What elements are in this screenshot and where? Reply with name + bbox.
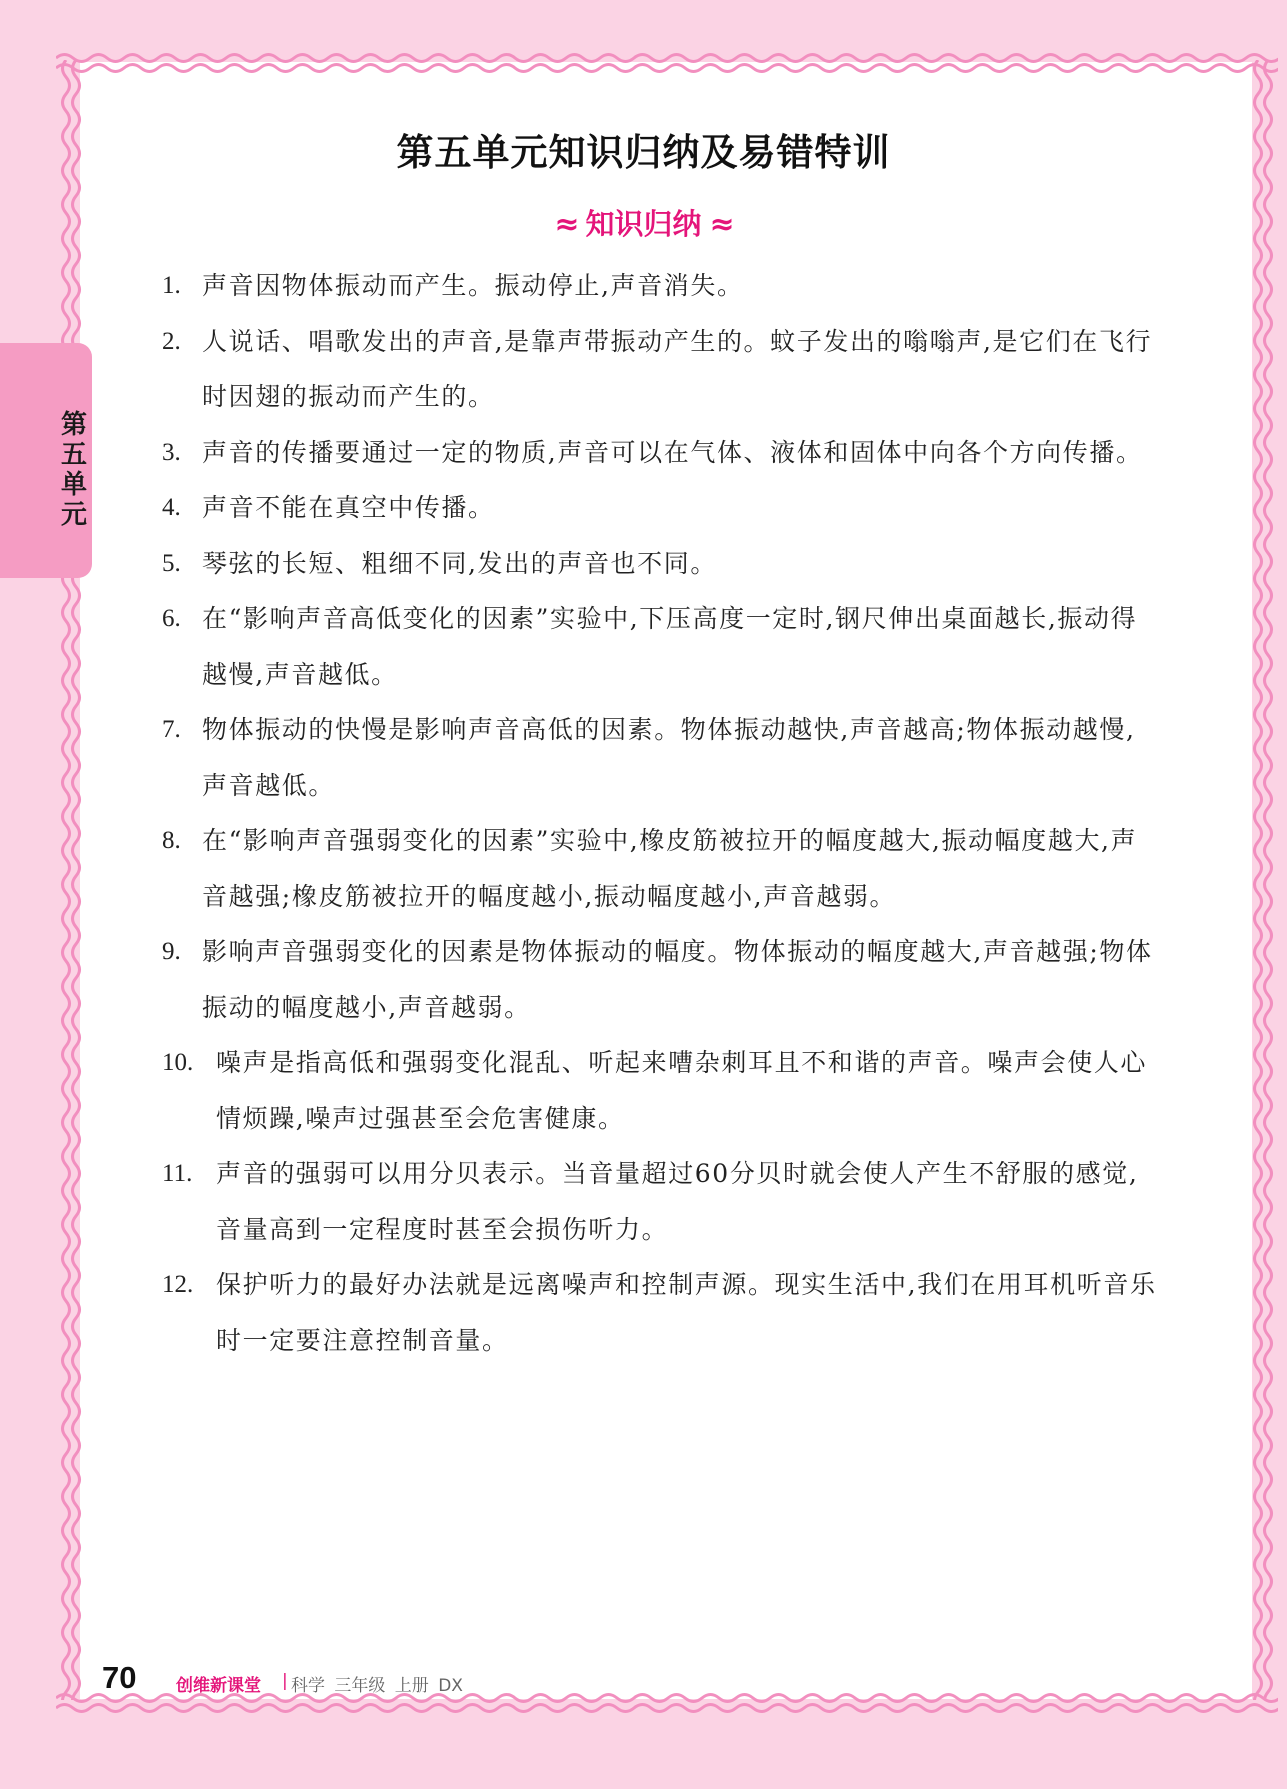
item-number: 12.	[162, 1271, 194, 1298]
item-number: 3.	[162, 438, 181, 466]
unit-side-tab-label: 第五单元	[60, 410, 87, 530]
item-text: 噪声是指高低和强弱变化混乱、听起来嘈杂刺耳且不和谐的声音。噪声会使人心情烦躁,噪声过强甚至会危害健康。	[216, 1048, 1148, 1133]
item-text: 保护听力的最好办法就是远离噪声和控制声源。现实生活中,我们在用耳机听音乐时一定要注意控制音量。	[216, 1270, 1157, 1355]
item-number: 5.	[162, 549, 181, 577]
list-item	[162, 591, 1162, 702]
item-text: 声音的强弱可以用分贝表示。当音量超过60分贝时就会使人产生不舒服的感觉,音量高到一定程度时甚至会损伤听力。	[216, 1159, 1139, 1244]
list-item	[162, 536, 1162, 592]
wavy-decoration-right: ≈	[709, 207, 733, 242]
item-number: 4.	[162, 494, 181, 521]
footer-book-info: 科学 三年级 上册 DX	[291, 1676, 463, 1696]
item-text: 声音不能在真空中传播。	[202, 493, 495, 522]
left-wave-border	[56, 60, 86, 1700]
list-item	[162, 1035, 1162, 1146]
item-text: 声音因物体振动而产生。振动停止,声音消失。	[202, 271, 744, 300]
item-number: 7.	[162, 716, 181, 743]
footer-separator: |	[282, 1671, 288, 1691]
item-text: 人说话、唱歌发出的声音,是靠声带振动产生的。蚊子发出的嗡嗡声,是它们在飞行时因翅的振动而产生的。	[202, 326, 1153, 411]
right-wave-border	[1248, 60, 1278, 1700]
item-number: 11.	[162, 1160, 193, 1187]
wavy-decoration-left: ≈	[554, 207, 578, 242]
list-item	[162, 924, 1162, 1035]
list-item	[162, 258, 1162, 314]
knowledge-list	[162, 258, 1162, 1368]
item-number: 1.	[162, 272, 181, 299]
section-heading	[0, 202, 1287, 243]
item-text: 琴弦的长短、粗细不同,发出的声音也不同。	[202, 548, 717, 578]
section-heading-text: 知识归纳	[585, 207, 702, 241]
page-title: 第五单元知识归纳及易错特训	[396, 131, 891, 174]
item-text: 声音的传播要通过一定的物质,声音可以在气体、液体和固体中向各个方向传播。	[202, 437, 1143, 467]
item-number: 6.	[162, 605, 181, 632]
item-number: 9.	[162, 938, 181, 965]
list-item	[162, 425, 1162, 481]
list-item	[162, 813, 1162, 924]
item-text: 物体振动的快慢是影响声音高低的因素。物体振动越快,声音越高;物体振动越慢,声音越低。	[202, 715, 1136, 800]
item-number: 8.	[162, 827, 181, 854]
top-wave-border	[56, 48, 1278, 78]
list-item	[162, 314, 1162, 425]
list-item	[162, 480, 1162, 536]
item-text: 影响声音强弱变化的因素是物体振动的幅度。物体振动的幅度越大,声音越强;物体振动的幅度越小,声音越弱。	[202, 937, 1153, 1022]
list-item	[162, 702, 1162, 813]
footer-brand: 创维新课堂	[176, 1676, 261, 1696]
item-number: 10.	[162, 1049, 194, 1076]
list-item	[162, 1257, 1162, 1368]
list-item	[162, 1146, 1162, 1257]
item-number: 2.	[162, 327, 181, 355]
item-text: 在“影响声音强弱变化的因素”实验中,橡皮筋被拉开的幅度越大,振动幅度越大,声音越强;橡皮筋被拉开的幅度越小,振动幅度越小,声音越弱。	[202, 826, 1138, 911]
item-text: 在“影响声音高低变化的因素”实验中,下压高度一定时,钢尺伸出桌面越长,振动得越慢,声音越低。	[202, 604, 1138, 689]
page-number: 70	[102, 1660, 137, 1695]
